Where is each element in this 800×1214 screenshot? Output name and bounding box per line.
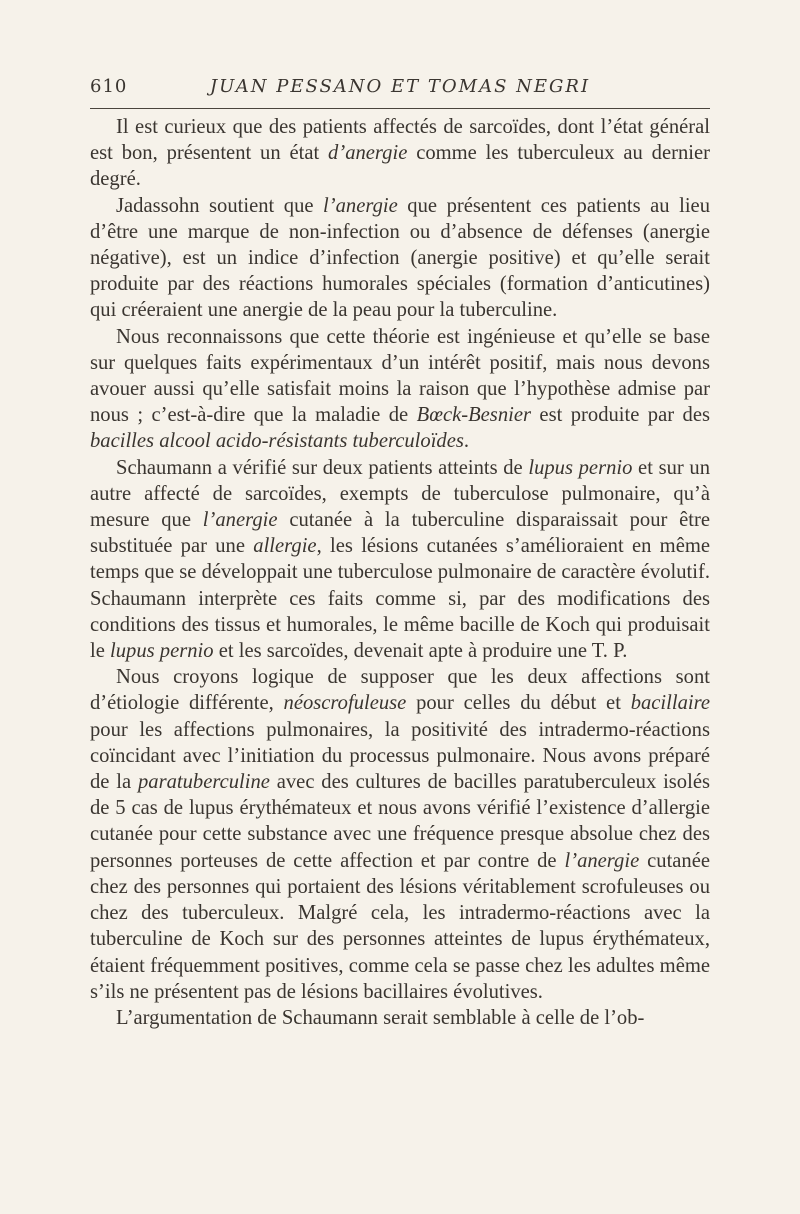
running-head: JUAN PESSANO ET TOMAS NEGRI bbox=[209, 76, 591, 97]
text-run: est produite par des bbox=[531, 404, 710, 427]
text-run: Schaumann a vérifié sur deux patients atteints de bbox=[116, 456, 529, 479]
text-run: Nous reconnaissons que cette théorie est ingénieuse et qu’elle se base sur quelques faits expérimentaux d’un intérêt positif, mais nous devons avouer aussi qu’elle satisfait moins la raison que l’hypothèse admise par nous ; c’est-à-dire que la maladie de bbox=[90, 325, 710, 427]
italic-text: lupus pernio bbox=[110, 640, 214, 663]
text-run: , les lésions cutanées s’amélioraient en même temps que se développait une tuberculose pulmonaire de caractère évolutif. Schaumann interprète ces faits comme si, par des modifications des conditions des tissus et humorales, le même bacille de Koch qui produisait le bbox=[90, 535, 711, 663]
text-run: Nous croyons logique de supposer que les deux affections sont d’étiologie différente, bbox=[90, 666, 710, 715]
italic-text: paratuberculine bbox=[137, 771, 270, 794]
text-run: et les sarcoïdes, devenait apte à produire une T. P. bbox=[213, 640, 628, 663]
text-run: avec des cultures de bacilles paratuberculeux isolés de 5 cas de lupus érythémateux et nous avons vérifié l’existence d’allergie cutanée pour cette substance avec une fréquence presque absolue chez des personnes porteuses de cette affection et par contre de bbox=[90, 771, 710, 872]
text-run: Jadassohn soutient que bbox=[116, 194, 324, 217]
paragraph bbox=[90, 193, 710, 324]
italic-text: l’anergie bbox=[323, 194, 398, 217]
italic-text: néoscrofuleuse bbox=[283, 692, 407, 715]
text-run: cutanée chez des personnes qui portaient des lésions véritablement scrofuleuses ou chez des tuberculeux. Malgré cela, les intradermo-réactions avec la tuberculine de Koch sur des personnes atteintes de lupus érythémateux, étaient fréquemment positives, comme cela se passe chez les adultes même s’ils ne présentent pas de lésions bacillaires évolutives. bbox=[90, 849, 711, 1003]
paragraph bbox=[90, 664, 710, 1005]
text-run: pour les affections pulmonaires, la positivité des intradermo-réactions coïncidant avec l’initiation du processus pulmonaire. Nous avons préparé de la bbox=[90, 718, 710, 794]
italic-text: l’anergie bbox=[564, 849, 640, 872]
text-run: que présentent ces patients au lieu d’être une marque de non-infection ou d’absence de défenses (anergie négative), est un indice d’infection (anergie positive) et qu’elle serait produite par des réactions humorales spéciales (formation d’anticutines) qui créeraient une anergie de la peau pour la tuberculine. bbox=[90, 194, 710, 322]
header-rule bbox=[90, 108, 710, 109]
italic-text: bacillaire bbox=[630, 692, 710, 715]
text-run: cutanée à la tuberculine disparaissait pour être substituée par une bbox=[90, 509, 711, 558]
italic-text: bacilles alcool acido-résistants tuberculoïdes bbox=[90, 430, 464, 453]
italic-text: lupus pernio bbox=[528, 456, 633, 479]
paragraph bbox=[90, 114, 710, 193]
text-run: pour celles du début et bbox=[406, 692, 631, 715]
italic-text: allergie bbox=[253, 535, 317, 558]
text-run: L’argumentation de Schaumann serait semblable à celle de l’ob- bbox=[116, 1006, 645, 1029]
italic-text: d’anergie bbox=[328, 142, 408, 165]
italic-text: Bœck-Besnier bbox=[416, 404, 531, 427]
text-run: Il est curieux que des patients affectés de sarcoïdes, dont l’état général est bon, présentent un état bbox=[90, 116, 710, 165]
paragraph bbox=[90, 455, 710, 665]
text-run: . bbox=[463, 430, 470, 453]
text-run: et sur un autre affecté de sarcoïdes, exempts de tuberculose pulmonaire, qu’à mesure que bbox=[90, 456, 710, 532]
page-header bbox=[90, 76, 710, 102]
body-text bbox=[90, 114, 710, 1031]
text-run: comme les tuberculeux au dernier degré. bbox=[90, 142, 710, 191]
italic-text: l’anergie bbox=[202, 509, 278, 532]
paragraph bbox=[90, 324, 710, 455]
page-number: 610 bbox=[90, 76, 128, 97]
paragraph bbox=[90, 1005, 710, 1031]
